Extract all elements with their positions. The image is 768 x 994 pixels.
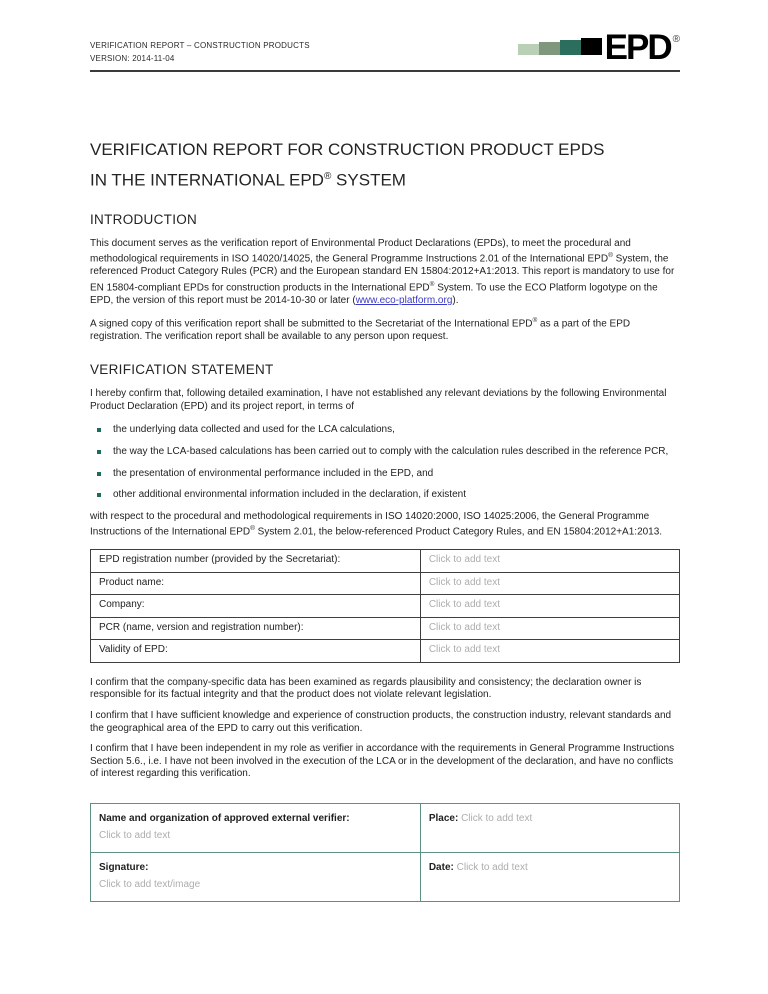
product-name-field[interactable]: Click to add text xyxy=(420,572,679,595)
verifier-name-cell xyxy=(91,803,421,852)
table-row xyxy=(91,640,680,663)
bullet-square-icon xyxy=(97,450,101,454)
text-run: System. To use the ECO Platform logotype on the EPD, the version of this report must be 2014-10-30 or later ( xyxy=(90,282,658,306)
statement-bullet-list xyxy=(90,424,680,501)
confirmation-paragraph-3: I confirm that I have been independent in my role as verifier in accordance with the requirements in General Programme Instructions Section 5.6., i.e. I have not been involved in the execution of the LCA or in the development of the declaration, and have no conflicts of interest regarding this verification. xyxy=(90,743,675,780)
registered-trademark-icon: ® xyxy=(672,34,680,45)
eco-platform-link[interactable]: www.eco-platform.org xyxy=(355,294,453,306)
text-run: ). xyxy=(452,294,459,306)
verification-statement-heading: VERIFICATION STATEMENT xyxy=(90,362,274,377)
table-row xyxy=(91,852,680,901)
bullet-text: the way the LCA-based calculations has been carried out to comply with the calculation rules described in the reference PCR, xyxy=(113,445,669,457)
validity-field[interactable]: Click to add text xyxy=(420,640,679,663)
title-line1: VERIFICATION REPORT FOR CONSTRUCTION PRODUCT EPDS xyxy=(90,140,605,159)
registered-sup: ® xyxy=(608,252,613,260)
confirmation-paragraphs xyxy=(90,677,680,781)
registration-number-field[interactable]: Click to add text xyxy=(420,550,679,573)
table-row xyxy=(91,803,680,852)
text-run: System 2.01, the below-referenced Product Category Rules, and EN 15804:2012+A1:2013. xyxy=(254,526,663,538)
place-label: Place: xyxy=(428,812,459,824)
place-cell xyxy=(420,803,679,852)
row-label: Product name: xyxy=(91,572,421,595)
document-header xyxy=(90,28,680,72)
registered-sup: ® xyxy=(532,317,538,325)
page-title xyxy=(90,136,680,194)
list-item xyxy=(90,424,680,437)
text-run: This document serves as the verification report of Environmental Product Declarations (EPDs), to meet the procedural and methodological requirements in ISO 14020/14025, the General Programme Instructions 2.01 of the International EPD xyxy=(90,237,631,265)
signature-field[interactable]: Click to add text/image xyxy=(99,878,201,890)
epd-logo-text: EPD xyxy=(604,28,671,67)
logo-block-green-icon xyxy=(539,42,560,55)
company-field[interactable]: Click to add text xyxy=(420,595,679,618)
row-label: EPD registration number (provided by the Secretariat): xyxy=(91,550,421,573)
table-row xyxy=(91,617,680,640)
list-item xyxy=(90,468,680,481)
header-meta xyxy=(90,36,310,65)
text-run: with respect to the procedural and methodological requirements in ISO 14020:2000, ISO 14025:2006, the General Programme Instructions of the International EPD xyxy=(90,510,650,538)
date-field[interactable]: Click to add text xyxy=(456,861,528,873)
row-label: Validity of EPD: xyxy=(91,640,421,663)
bullet-square-icon xyxy=(97,493,101,497)
list-item xyxy=(90,489,680,502)
text-run: System, the referenced Product Category Rules (PCR) and the European standard EN 15804:2012+A1:2013. This report is mandatory to use for EN 15804-compliant EPDs for construction products in the International EPD xyxy=(90,253,675,294)
introduction-paragraph-1 xyxy=(90,238,680,308)
introduction-heading: INTRODUCTION xyxy=(90,211,198,227)
bullet-text: the presentation of environmental performance included in the EPD, and xyxy=(113,467,434,479)
verifier-name-field[interactable]: Click to add text xyxy=(99,829,171,841)
title-registered-sup: ® xyxy=(323,171,332,182)
statement-intro-paragraph: I hereby confirm that, following detailed examination, I have not established any relevant deviations by the following Environmental Product Declaration (EPD) and its project report, in terms of xyxy=(90,388,667,412)
table-row xyxy=(91,550,680,573)
bullet-text: the underlying data collected and used for the LCA calculations, xyxy=(113,424,395,436)
logo-block-teal-icon xyxy=(560,40,581,55)
verifier-name-label: Name and organization of approved external verifier: xyxy=(99,812,350,824)
registered-sup: ® xyxy=(429,280,435,288)
logo-block-lightgreen-icon xyxy=(518,44,539,55)
verifier-signature-table xyxy=(90,803,680,902)
epd-details-table xyxy=(90,549,680,663)
header-version: VERSION: 2014-11-04 xyxy=(90,54,175,63)
row-label: Company: xyxy=(91,595,421,618)
signature-cell xyxy=(91,852,421,901)
bullet-square-icon xyxy=(97,472,101,476)
statement-closing-paragraph xyxy=(90,511,680,540)
registered-sup: ® xyxy=(250,525,255,533)
list-item xyxy=(90,446,680,459)
logo-block-black-icon xyxy=(581,38,602,55)
text-run: A signed copy of this verification report shall be submitted to the Secretariat of the International EPD xyxy=(90,318,533,330)
bullet-square-icon xyxy=(97,428,101,432)
row-label: PCR (name, version and registration number): xyxy=(91,617,421,640)
date-label: Date: xyxy=(428,861,454,873)
table-row xyxy=(91,572,680,595)
text-run: as a part of the EPD registration. The verification report shall be available to any person upon request. xyxy=(90,318,631,343)
table-row xyxy=(91,595,680,618)
header-report-type: VERIFICATION REPORT – CONSTRUCTION PRODUCTS xyxy=(90,41,310,50)
introduction-paragraph-2 xyxy=(90,315,680,344)
date-cell xyxy=(420,852,679,901)
confirmation-paragraph-2: I confirm that I have sufficient knowledge and experience of construction products, the construction industry, relevant standards and the geographical area of the EPD to carry out this verification. xyxy=(90,709,672,734)
epd-logo-blocks-icon xyxy=(518,38,602,55)
pcr-field[interactable]: Click to add text xyxy=(420,617,679,640)
title-line2: IN THE INTERNATIONAL EPD xyxy=(90,170,324,190)
confirmation-paragraph-1: I confirm that the company-specific data has been examined as regards plausibility and consistency; the declaration owner is responsible for its factual integrity and that the product does not violate relevant legislation. xyxy=(90,676,642,701)
epd-logo xyxy=(518,28,680,67)
signature-label: Signature: xyxy=(99,861,149,873)
title-line2-end: SYSTEM xyxy=(331,170,406,190)
bullet-text: other additional environmental information included in the declaration, if existent xyxy=(113,489,466,501)
place-field[interactable]: Click to add text xyxy=(461,812,533,824)
